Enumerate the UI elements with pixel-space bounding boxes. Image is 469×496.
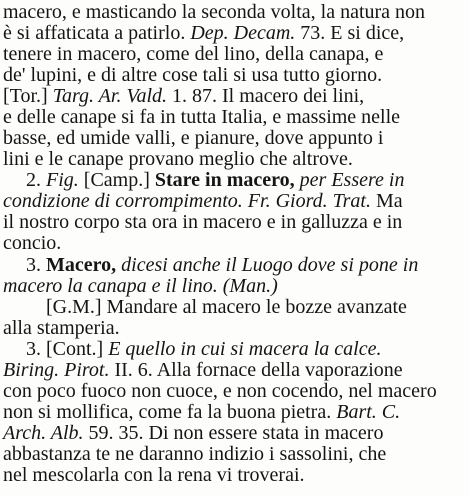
italic-text: per Essere in bbox=[294, 170, 405, 191]
text-line bbox=[0, 276, 469, 297]
text-line bbox=[0, 170, 469, 191]
text-segment: tenere in macero, come del lino, della canapa, e bbox=[3, 44, 384, 65]
text-segment: 73. E si dice, bbox=[295, 23, 405, 44]
text-line bbox=[0, 318, 469, 339]
text-segment: macero, e masticando la seconda volta, la natura non bbox=[3, 2, 426, 23]
italic-text: condizione di corrompimento. Fr. Giord. Trat. bbox=[3, 191, 371, 212]
text-segment: de' lupini, e di altre cose tali si usa tutto giorno. bbox=[3, 65, 383, 86]
text-segment: lini e le canape provano meglio che altrove. bbox=[3, 149, 353, 170]
text-segment: il nostro corpo sta ora in macero e in galluzza e in bbox=[3, 212, 403, 233]
text-line bbox=[0, 233, 469, 254]
text-segment: 1. 87. Il macero dei lini, bbox=[167, 86, 365, 107]
text-line bbox=[0, 107, 469, 128]
bold-headword: Stare in macero, bbox=[154, 170, 295, 191]
italic-text: Fig. bbox=[46, 170, 79, 191]
text-segment: Ma bbox=[370, 191, 403, 212]
italic-text: E quello in cui si macera la calce. bbox=[108, 339, 382, 360]
text-line bbox=[0, 381, 469, 402]
text-line bbox=[0, 2, 469, 23]
text-segment: 2. bbox=[26, 170, 46, 191]
italic-text: Biring. Pirot. bbox=[3, 360, 110, 381]
text-line bbox=[0, 65, 469, 86]
text-line bbox=[0, 297, 469, 318]
italic-text: Bart. C. bbox=[336, 402, 401, 423]
text-line bbox=[0, 212, 469, 233]
text-segment: abbastanza te ne daranno indizio i sassolini, che bbox=[3, 444, 387, 465]
text-line bbox=[0, 423, 469, 444]
text-line bbox=[0, 465, 469, 486]
italic-text: dicesi anche il Luogo dove si pone in bbox=[116, 255, 419, 276]
text-segment: 3. [Cont.] bbox=[26, 339, 109, 360]
italic-text: Dep. Decam. bbox=[190, 23, 296, 44]
text-line bbox=[0, 402, 469, 423]
text-segment: [Camp.] bbox=[78, 170, 155, 191]
text-segment: è si affaticata a patirlo. bbox=[3, 23, 191, 44]
text-segment: [G.M.] Mandare al macero le bozze avanzate bbox=[46, 297, 407, 318]
text-segment: con poco fuoco non cuoce, e non cocendo, nel macero bbox=[3, 381, 437, 402]
italic-text: macero la canapa e il lino. (Man.) bbox=[3, 276, 278, 297]
text-line bbox=[0, 149, 469, 170]
text-segment: [Tor.] bbox=[3, 86, 53, 107]
bold-headword: Macero, bbox=[46, 255, 117, 276]
text-line bbox=[0, 44, 469, 65]
text-line bbox=[0, 360, 469, 381]
text-line bbox=[0, 86, 469, 107]
text-segment: e delle canape si fa in tutta Italia, e massime nelle bbox=[3, 107, 401, 128]
text-segment: 3. bbox=[26, 255, 46, 276]
text-segment: II. 6. Alla fornace della vaporazione bbox=[109, 360, 403, 381]
text-segment: 59. 35. Di non essere stata in macero bbox=[83, 423, 384, 444]
text-line bbox=[0, 128, 469, 149]
italic-text: Targ. Ar. Vald. bbox=[52, 86, 168, 107]
text-line bbox=[0, 23, 469, 44]
text-segment: basse, ed umide valli, e pianure, dove appunto i bbox=[3, 128, 384, 149]
text-segment: non si mollifica, come fa la buona pietra. bbox=[3, 402, 337, 423]
text-segment: alla stamperia. bbox=[3, 318, 120, 339]
text-line bbox=[0, 444, 469, 465]
text-line bbox=[0, 255, 469, 276]
italic-text: Arch. Alb. bbox=[3, 423, 84, 444]
text-segment: concio. bbox=[3, 233, 62, 254]
text-line bbox=[0, 339, 469, 360]
text-line bbox=[0, 191, 469, 212]
text-segment: nel mescolarla con la rena vi troverai. bbox=[3, 465, 305, 486]
